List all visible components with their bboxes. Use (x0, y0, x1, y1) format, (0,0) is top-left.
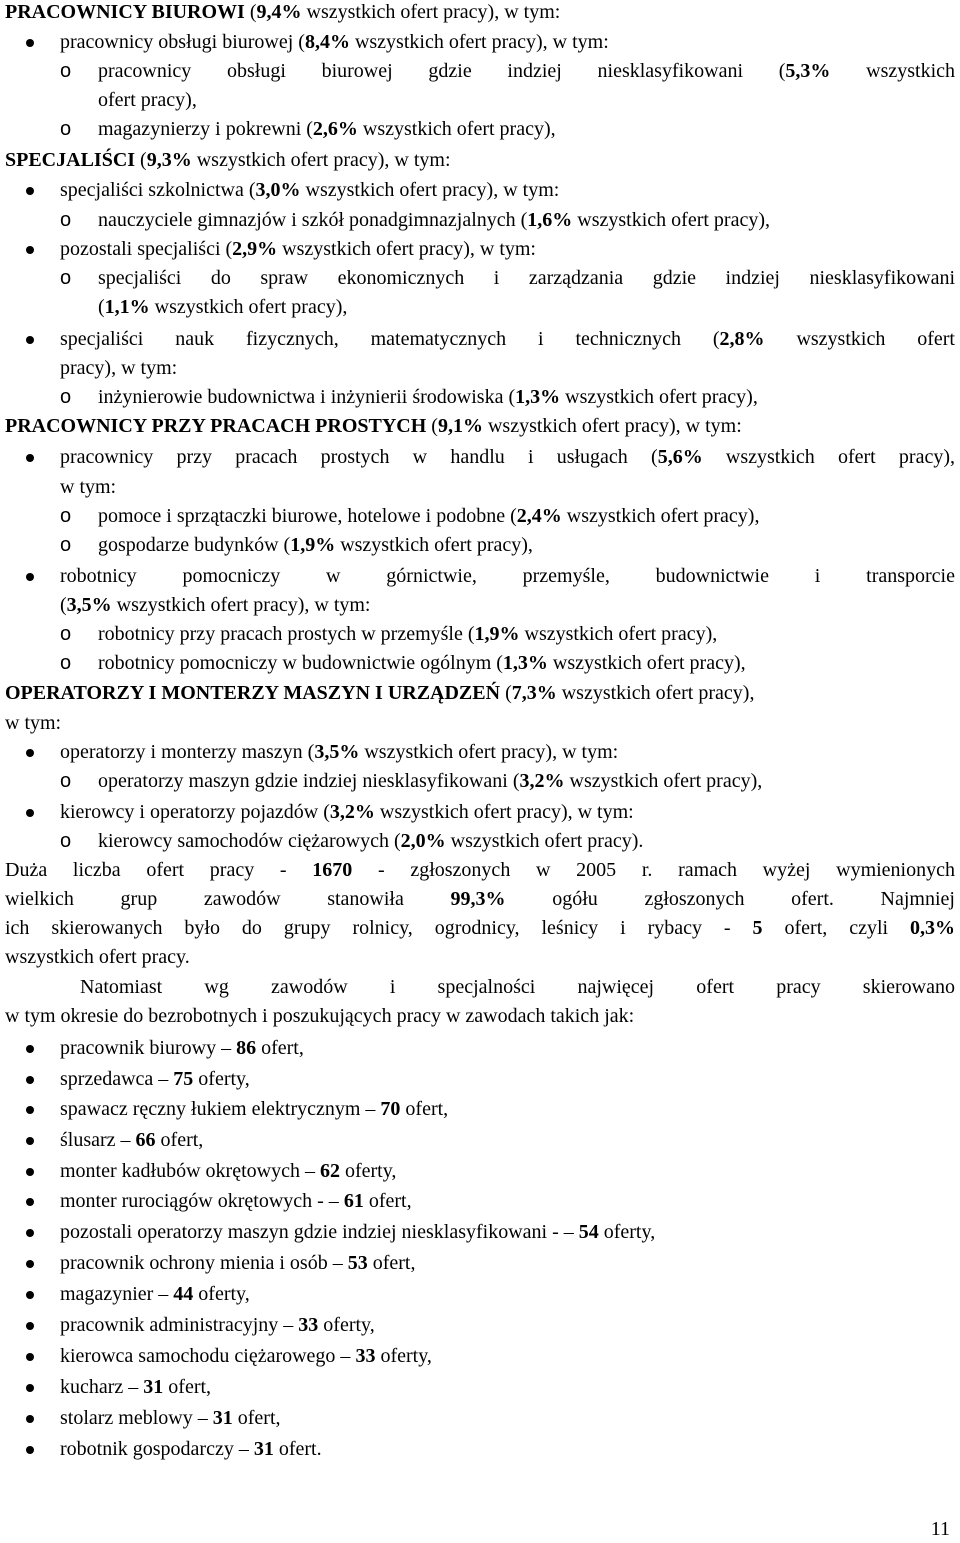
text-run: specjaliści do spraw ekonomicznych i zarządzania gdzie indziej niesklasyfikowani (98, 267, 955, 289)
text-line (60, 1313, 955, 1337)
text-run: wszystkich ofert pracy), (572, 209, 771, 231)
bullet-icon (26, 1137, 34, 1145)
bold-text: 3,5% (66, 594, 112, 616)
text-run: pracownicy przy pracach prostych w handlu i usługach ( (60, 446, 658, 468)
bullet-icon (26, 1446, 34, 1454)
bullet-icon (26, 1106, 34, 1114)
text-run: ( (60, 594, 67, 616)
text-line (60, 740, 955, 764)
text-line (98, 266, 955, 290)
text-run: kierowca samochodu ciężarowego – (60, 1345, 356, 1367)
bullet-icon (26, 246, 34, 254)
bold-text: OPERATORZY I MONTERZY MASZYN I URZĄDZEŃ (5, 682, 501, 704)
text-run: pracy), w tym: (60, 357, 178, 379)
text-run: pozostali operatorzy maszyn gdzie indziej niesklasyfikowani - – (60, 1221, 579, 1243)
bold-text: 62 (319, 1160, 340, 1182)
text-line (98, 829, 955, 853)
text-run: w tym: (5, 712, 62, 734)
text-run: ofert, (363, 1190, 412, 1212)
text-run: wszystkich ofert pracy), (561, 505, 760, 527)
text-run: wszystkich ofert pracy), w tym: (349, 31, 609, 53)
bullet-icon (26, 1322, 34, 1330)
text-run: wszystkich ofert pracy), w tym: (359, 741, 619, 763)
text-line (60, 1067, 955, 1091)
text-run: robotnicy pomocniczy w górnictwie, przemyśle, budownictwie i transporcie (60, 565, 955, 587)
text-run: monter rurociągów okrętowych - – (60, 1190, 344, 1212)
text-run: w tym: (60, 476, 117, 498)
bold-text: 3,2% (329, 801, 375, 823)
text-run: pracownicy obsługi biurowej gdzie indziej niesklasyfikowani ( (98, 60, 786, 82)
circle-bullet-icon: o (60, 652, 72, 674)
text-line (98, 504, 955, 528)
text-run: wszystkich ofert pracy). (445, 830, 644, 852)
text-run: ofert, (256, 1037, 304, 1059)
text-run: ( (500, 682, 512, 704)
text-line (5, 414, 955, 438)
text-run: ( (244, 1, 257, 23)
bullet-icon (26, 749, 34, 757)
bold-text: 2,4% (516, 505, 562, 527)
bold-text: 1,3% (515, 386, 561, 408)
text-run: wszystkich (830, 60, 955, 82)
text-line (60, 356, 955, 380)
text-run: ogółu zgłoszonych ofert. Najmniej (505, 888, 955, 910)
bullet-icon (26, 1291, 34, 1299)
bold-text: SPECJALIŚCI (5, 149, 136, 171)
text-run: gospodarze budynków ( (98, 534, 291, 556)
text-run: ofert, (232, 1407, 281, 1429)
bold-text: 3,5% (314, 741, 360, 763)
bold-text: 0,3% (910, 917, 955, 939)
text-run: operatorzy i monterzy maszyn ( (60, 741, 315, 763)
text-run: wszystkich ofert (764, 328, 955, 350)
bold-text: 1,3% (502, 652, 548, 674)
text-line (60, 1128, 955, 1152)
text-run: kucharz – (60, 1376, 144, 1398)
bold-text: 5,3% (785, 60, 831, 82)
text-run: ślusarz – (60, 1129, 136, 1151)
bold-text: 3,0% (255, 179, 301, 201)
text-line (60, 1375, 955, 1399)
text-line (60, 1220, 955, 1244)
text-line (60, 1251, 955, 1275)
bullet-icon (26, 336, 34, 344)
text-run: oferty, (598, 1221, 656, 1243)
bullet-icon (26, 573, 34, 581)
text-run: wszystkich ofert pracy), w tym: (374, 801, 634, 823)
text-run: pozostali specjaliści ( (60, 238, 233, 260)
text-run: specjaliści szkolnictwa ( (60, 179, 256, 201)
text-run: magazynierzy i pokrewni ( (98, 118, 313, 140)
text-line (60, 30, 955, 54)
circle-bullet-icon: o (60, 60, 72, 82)
text-run: kierowcy i operatorzy pojazdów ( (60, 801, 330, 823)
text-line (5, 1004, 955, 1028)
text-run: ofert. (273, 1438, 322, 1460)
bold-text: 7,3% (511, 682, 557, 704)
page-number: 11 (930, 1518, 950, 1540)
bold-text: 31 (212, 1407, 233, 1429)
bullet-icon (26, 1198, 34, 1206)
text-run: oferty, (375, 1345, 432, 1367)
bold-text: 2,8% (719, 328, 765, 350)
bold-text: 9,4% (256, 1, 302, 23)
text-run: ofert pracy), (98, 89, 197, 111)
bold-text: 54 (578, 1221, 599, 1243)
text-run: operatorzy maszyn gdzie indziej niesklasyfikowani ( (98, 770, 520, 792)
text-line (60, 593, 955, 617)
text-line (98, 117, 955, 141)
text-run: wszystkich ofert pracy), w tym: (482, 415, 742, 437)
text-line (60, 178, 955, 202)
text-line (60, 237, 955, 261)
bold-text: 1,9% (474, 623, 520, 645)
text-run: wszystkich ofert pracy), (357, 118, 556, 140)
text-run: wszystkich ofert pracy), w tym: (191, 149, 451, 171)
text-line (98, 533, 955, 557)
text-run: wszystkich ofert pracy), w tym: (277, 238, 536, 260)
text-run: robotnicy pomocniczy w budownictwie ogólnym ( (98, 652, 503, 674)
text-run: monter kadłubów okrętowych – (60, 1160, 320, 1182)
bullet-icon (26, 809, 34, 817)
bold-text: 86 (236, 1037, 257, 1059)
text-line (60, 327, 955, 351)
text-line (60, 1159, 955, 1183)
text-run: w tym okresie do bezrobotnych i poszukujących pracy w zawodach takich jak: (5, 1005, 635, 1027)
text-run: magazynier – (60, 1283, 174, 1305)
bullet-icon (26, 39, 34, 47)
text-run: pracownicy obsługi biurowej ( (60, 31, 305, 53)
text-run: ofert, czyli (762, 917, 911, 939)
text-line (60, 1437, 955, 1461)
bold-text: 61 (343, 1190, 364, 1212)
bold-text: 75 (173, 1068, 194, 1090)
bold-text: 1,1% (104, 296, 150, 318)
text-line (98, 385, 955, 409)
bullet-icon (26, 1076, 34, 1084)
text-run: wszystkich ofert pracy), (519, 623, 718, 645)
bold-text: 1,6% (527, 209, 573, 231)
text-run: ofert, (163, 1376, 212, 1398)
bold-text: 9,1% (437, 415, 483, 437)
circle-bullet-icon: o (60, 623, 72, 645)
bullet-icon (26, 454, 34, 462)
bullet-icon (26, 1168, 34, 1176)
bullet-icon (26, 1353, 34, 1361)
text-line (60, 1282, 955, 1306)
text-run: spawacz ręczny łukiem elektrycznym – (60, 1098, 381, 1120)
circle-bullet-icon: o (60, 830, 72, 852)
bold-text: 2,9% (232, 238, 278, 260)
text-line (60, 1097, 955, 1121)
text-line (5, 887, 955, 911)
text-run: wielkich grup zawodów stanowiła (5, 888, 451, 910)
text-run: ( (426, 415, 438, 437)
text-run: inżynierowie budownictwa i inżynierii środowiska ( (98, 386, 516, 408)
text-line (60, 1036, 955, 1060)
bold-text: 8,4% (304, 31, 350, 53)
text-run: robotnik gospodarczy – (60, 1438, 254, 1460)
text-line (5, 148, 955, 172)
circle-bullet-icon: o (60, 534, 72, 556)
text-run: ( (135, 149, 147, 171)
bold-text: 44 (173, 1283, 194, 1305)
bold-text: 3,2% (519, 770, 565, 792)
bullet-icon (26, 1045, 34, 1053)
bullet-icon (26, 1229, 34, 1237)
text-run: ich skierowanych było do grupy rolnicy, ogrodnicy, leśnicy i rybacy - (5, 917, 753, 939)
text-line (98, 622, 955, 646)
bold-text: 5,6% (657, 446, 703, 468)
text-run: oferty, (193, 1068, 250, 1090)
bold-text: 1,9% (290, 534, 336, 556)
text-line (5, 916, 955, 940)
bold-text: 9,3% (146, 149, 192, 171)
text-line (5, 945, 955, 969)
text-run: ofert, (155, 1129, 204, 1151)
text-run: kierowcy samochodów ciężarowych ( (98, 830, 401, 852)
bullet-icon (26, 1415, 34, 1423)
text-run: wszystkich ofert pracy), (702, 446, 955, 468)
text-run: wszystkich ofert pracy), (335, 534, 533, 556)
circle-bullet-icon: o (60, 209, 72, 231)
circle-bullet-icon: o (60, 386, 72, 408)
text-line (5, 0, 955, 24)
text-line (60, 1406, 955, 1430)
text-run: wszystkich ofert pracy), (560, 386, 758, 408)
text-line (98, 295, 955, 319)
bold-text: 5 (752, 917, 763, 939)
text-run: ofert, (400, 1098, 449, 1120)
bold-text: 70 (380, 1098, 401, 1120)
bold-text: 99,3% (450, 888, 506, 910)
text-run: pomoce i sprzątaczki biurowe, hotelowe i podobne ( (98, 505, 517, 527)
text-line (98, 59, 955, 83)
circle-bullet-icon: o (60, 118, 72, 140)
text-run: ofert, (367, 1252, 416, 1274)
text-run: wszystkich ofert pracy), (564, 770, 763, 792)
bold-text: 53 (347, 1252, 368, 1274)
bold-text: 2,6% (312, 118, 358, 140)
text-run: Duża liczba ofert pracy - (5, 859, 313, 881)
bullet-icon (26, 187, 34, 195)
bullet-icon (26, 1260, 34, 1268)
bold-text: 33 (298, 1314, 319, 1336)
circle-bullet-icon: o (60, 770, 72, 792)
text-line (60, 800, 955, 824)
bold-text: 31 (143, 1376, 164, 1398)
text-run: wszystkich ofert pracy), w tym: (301, 1, 561, 23)
text-run: pracownik biurowy – (60, 1037, 237, 1059)
text-line (80, 975, 955, 999)
text-run: wszystkich ofert pracy. (5, 946, 190, 968)
text-run: wszystkich ofert pracy), (556, 682, 755, 704)
text-run: pracownik ochrony mienia i osób – (60, 1252, 348, 1274)
text-line (60, 1344, 955, 1368)
text-run: Natomiast wg zawodów i specjalności najwięcej ofert pracy skierowano (80, 976, 955, 998)
text-line (98, 769, 955, 793)
text-line (5, 711, 955, 735)
text-run: wszystkich ofert pracy), (149, 296, 348, 318)
text-line (60, 445, 955, 469)
bold-text: PRACOWNICY BIUROWI (5, 1, 245, 23)
text-line (98, 651, 955, 675)
text-line (5, 681, 955, 705)
text-run: oferty, (318, 1314, 375, 1336)
circle-bullet-icon: o (60, 505, 72, 527)
circle-bullet-icon: o (60, 267, 72, 289)
text-line (60, 475, 955, 499)
text-run: wszystkich ofert pracy), w tym: (111, 594, 371, 616)
text-run: oferty, (193, 1283, 250, 1305)
text-run: specjaliści nauk fizycznych, matematycznych i technicznych ( (60, 328, 720, 350)
bold-text: PRACOWNICY PRZY PRACACH PROSTYCH (5, 415, 427, 437)
text-run: oferty, (339, 1160, 397, 1182)
bold-text: 1670 (312, 859, 353, 881)
bold-text: 31 (253, 1438, 274, 1460)
text-run: pracownik administracyjny – (60, 1314, 299, 1336)
text-run: ( (98, 296, 105, 318)
bold-text: 33 (355, 1345, 376, 1367)
text-line (60, 564, 955, 588)
bold-text: 2,0% (400, 830, 446, 852)
bullet-icon (26, 1384, 34, 1392)
text-run: stolarz meblowy – (60, 1407, 213, 1429)
text-run: wszystkich ofert pracy), w tym: (300, 179, 560, 201)
text-run: robotnicy przy pracach prostych w przemyśle ( (98, 623, 475, 645)
bold-text: 66 (135, 1129, 156, 1151)
text-run: wszystkich ofert pracy), (547, 652, 746, 674)
text-run: nauczyciele gimnazjów i szkół ponadgimnazjalnych ( (98, 209, 528, 231)
text-line (98, 208, 955, 232)
text-line (98, 88, 955, 112)
text-run: sprzedawca – (60, 1068, 174, 1090)
text-line (5, 858, 955, 882)
text-line (60, 1189, 955, 1213)
text-run: - zgłoszonych w 2005 r. ramach wyżej wymienionych (352, 859, 955, 881)
